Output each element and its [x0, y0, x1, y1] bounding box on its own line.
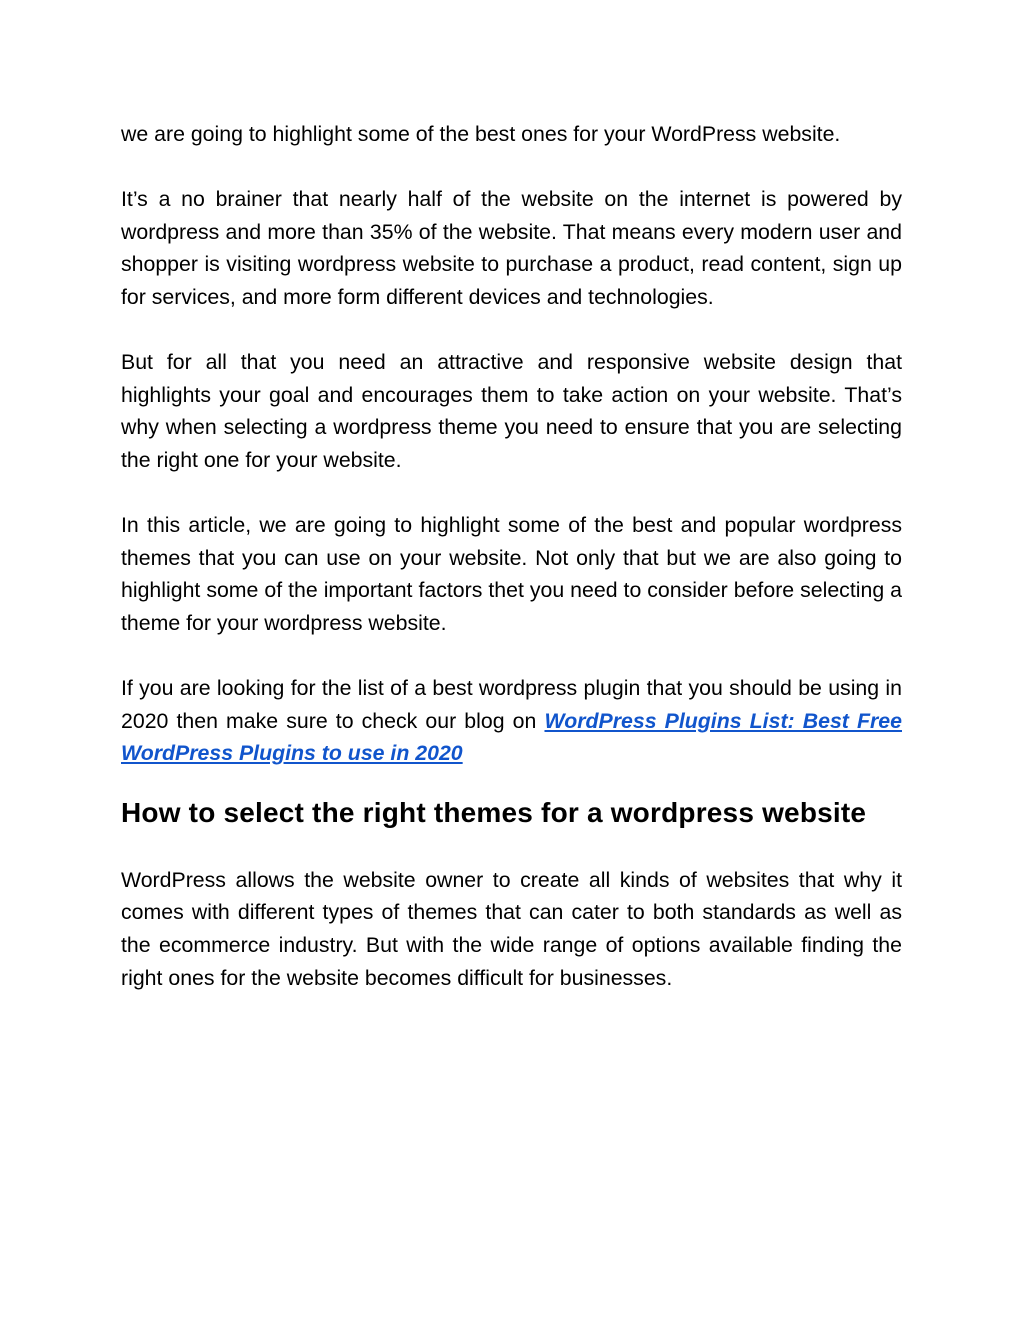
section-heading: How to select the right themes for a wordpress website: [121, 796, 867, 828]
paragraph-plugin-reference: [121, 672, 902, 770]
paragraph-responsive-design: But for all that you need an attractive and responsive website design that highlights your goal and encourages them to take action on your website. That’s why when selecting a wordpress theme you need to ensure that you are selecting the right one for your website.: [121, 350, 902, 472]
paragraph-article-overview: In this article, we are going to highlight some of the best and popular wordpress themes that you can use on your website. Not only that but we are also going to highlight some of the important factors thet you need to consider before selecting a theme for your wordpress website.: [121, 513, 902, 635]
paragraph-plugin-text: If you are looking for the list of a best wordpress plugin that you should be using in 2020 then make sure to check our blog on: [121, 676, 902, 733]
paragraph-intro: we are going to highlight some of the best ones for your WordPress website.: [121, 122, 841, 146]
heading-spacer: [121, 770, 902, 792]
paragraph-spacer: [121, 477, 902, 510]
plugins-list-link[interactable]: WordPress Plugins List: Best Free WordPress Plugins to use in 2020: [121, 708, 902, 766]
paragraph-theme-selection: WordPress allows the website owner to create all kinds of websites that why it comes with different types of themes that can cater to both standards as well as the ecommerce industry. But with the wide range of options available finding the right ones for the website becomes difficult for businesses.: [121, 867, 902, 990]
heading-spacer: [121, 833, 902, 864]
paragraph-wordpress-share: It’s a no brainer that nearly half of the website on the internet is powered by wordpress and more than 35% of the website. That means every modern user and shopper is visiting wordpress website to purchase a product, read content, sign up for services, and more form different devices and technologies.: [121, 187, 902, 309]
paragraph-spacer: [121, 314, 902, 347]
paragraph-spacer: [121, 151, 902, 184]
paragraph-spacer: [121, 640, 902, 673]
document-page: [121, 118, 902, 994]
